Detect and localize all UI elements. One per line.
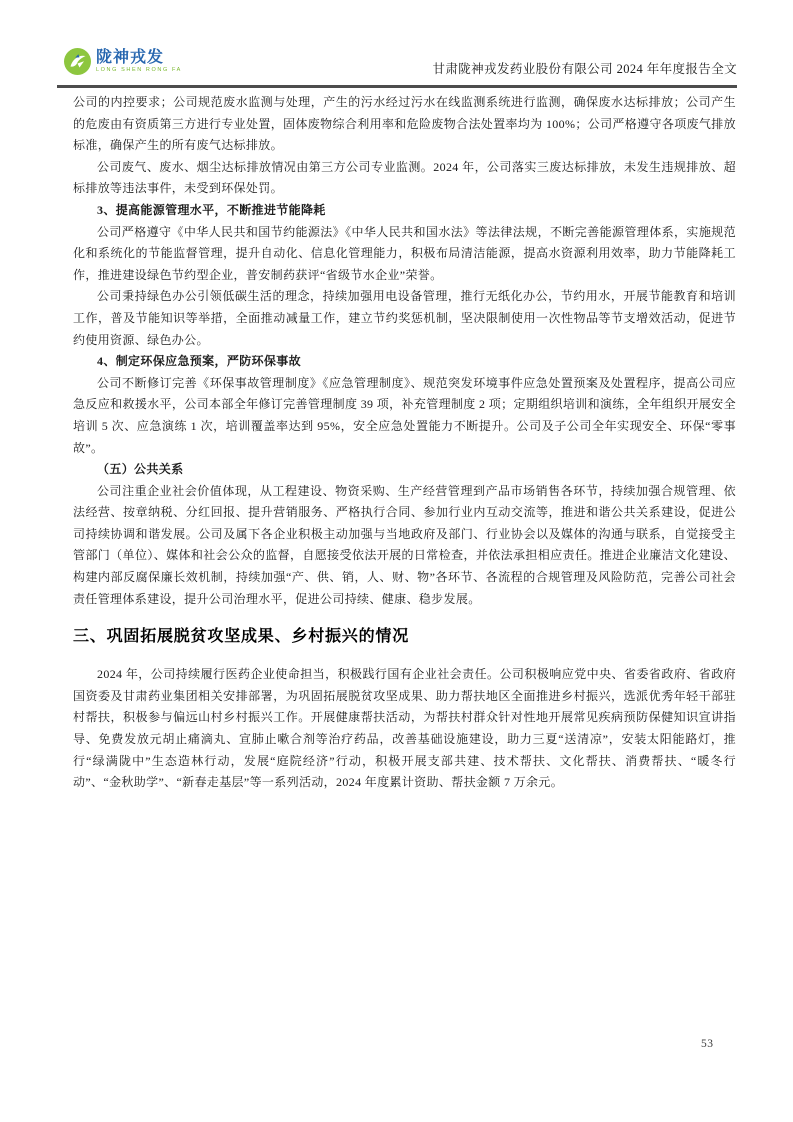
logo-company-name-en: LONG SHEN RONG FA <box>96 67 182 73</box>
logo-company-name: 陇神戎发 <box>96 49 165 66</box>
paragraph-emergency-measures: 公司不断修订完善《环保事故管理制度》《应急管理制度》、规范突发环境事件应急处置预案及处置程序，提高公司应急反应和救援水平，公司本部全年修订完善管理制度 39 项，补充管理制度 2 项；定期组织培训和演练，全年组织开展安全培训 5 次、应急演练 1 次，培训覆盖率达到 95%，安全应急处置能力不断提升。公司及子公司全年实现安全、环保“零事故”。 <box>73 375 736 455</box>
section-heading-rural-revitalization: 三、巩固拓展脱贫攻坚成果、乡村振兴的情况 <box>73 628 410 646</box>
logo-circle-icon <box>64 48 91 75</box>
subheading-energy-management: 3、提高能源管理水平，不断推进节能降耗 <box>97 202 326 217</box>
paragraph-green-office: 公司秉持绿色办公引领低碳生活的理念，持续加强用电设备管理，推行无纸化办公，节约用水，开展节能教育和培训工作，普及节能知识等举措，全面推动减量工作，建立节约奖惩机制，坚决限制使用一次性物品等节支增效活动，促进节约使用资源、绿色办公。 <box>73 289 736 347</box>
paragraph-env-control: 公司的内控要求；公司规范废水监测与处理，产生的污水经过污水在线监测系统进行监测，确保废水达标排放；公司产生的危废由有资质第三方进行专业处置，固体废物综合利用率和危险废物合法处置率均为 100%；公司严格遵守各项废气排放标准，确保产生的所有废气达标排放。 <box>73 95 736 153</box>
report-body <box>73 92 736 794</box>
paragraph-rural-revitalization: 2024 年，公司持续履行医药企业使命担当，积极践行国有企业社会责任。公司积极响应党中央、省委省政府、省政府国资委及甘肃药业集团相关安排部署，为巩固拓展脱贫攻坚成果、助力帮扶地区全面推进乡村振兴，选派优秀年轻干部驻村帮扶，积极参与偏远山村乡村振兴工作。开展健康帮扶活动，为帮扶村群众针对性地开展常见疾病预防保健知识宣讲指导、免费发放元胡止痛滴丸、宣肺止嗽合剂等治疗药品，改善基础设施建设，助力三夏“送清凉”，安装太阳能路灯，推行“绿满陇中”生态造林行动，发展“庭院经济”行动，积极开展支部共建、技术帮扶、文化帮扶、消费帮扶、“暖冬行动”、“金秋助学”、“新春走基层”等一系列活动，2024 年度累计资助、帮扶金额 7 万余元。 <box>73 667 736 790</box>
subheading-emergency-plan: 4、制定环保应急预案，严防环保事故 <box>97 354 301 369</box>
paragraph-energy-laws: 公司严格遵守《中华人民共和国节约能源法》《中华人民共和国水法》等法律法规，不断完善能源管理体系，实施规范化和系统化的节能监督管理，提升自动化、信息化管理能力，积极布局清洁能源，提高水资源利用效率，助力节能降耗工作，推进建设绿色节约型企业，普安制药获评“省级节水企业”荣誉。 <box>73 224 736 282</box>
page-number: 53 <box>701 1038 714 1050</box>
report-header-title: 甘肃陇神戎发药业股份有限公司 2024 年年度报告全文 <box>432 62 737 76</box>
page-header <box>57 44 737 85</box>
header-divider <box>57 85 737 88</box>
paragraph-public-relations: 公司注重企业社会价值体现，从工程建设、物资采购、生产经营管理到产品市场销售各环节，持续加强合规管理、依法经营、按章纳税、分红回报、提升营销服务、严格执行合同、参加行业内互动交流等，推进和谐公共关系建设，促进公司持续协调和谐发展。公司及属下各企业积极主动加强与当地政府及部门、行业协会以及媒体的沟通与联系，自觉接受主管部门（单位）、媒体和社会公众的监督，自愿接受依法开展的日常检查，并依法承担相应责任。推进企业廉洁文化建设、构建内部反腐保廉长效机制，持续加强“产、供、销，人、财、物”各环节、各流程的合规管理及风险防范，完善公司社会责任管理体系建设，提升公司治理水平，促进公司持续、健康、稳步发展。 <box>73 483 736 606</box>
paragraph-emission-monitoring: 公司废气、废水、烟尘达标排放情况由第三方公司专业监测。2024 年，公司落实三废达标排放，未发生违规排放、超标排放等违法事件，未受到环保处罚。 <box>73 159 736 196</box>
company-logo <box>64 48 182 75</box>
subheading-public-relations: （五）公共关系 <box>97 462 184 477</box>
logo-text-block <box>96 50 182 74</box>
